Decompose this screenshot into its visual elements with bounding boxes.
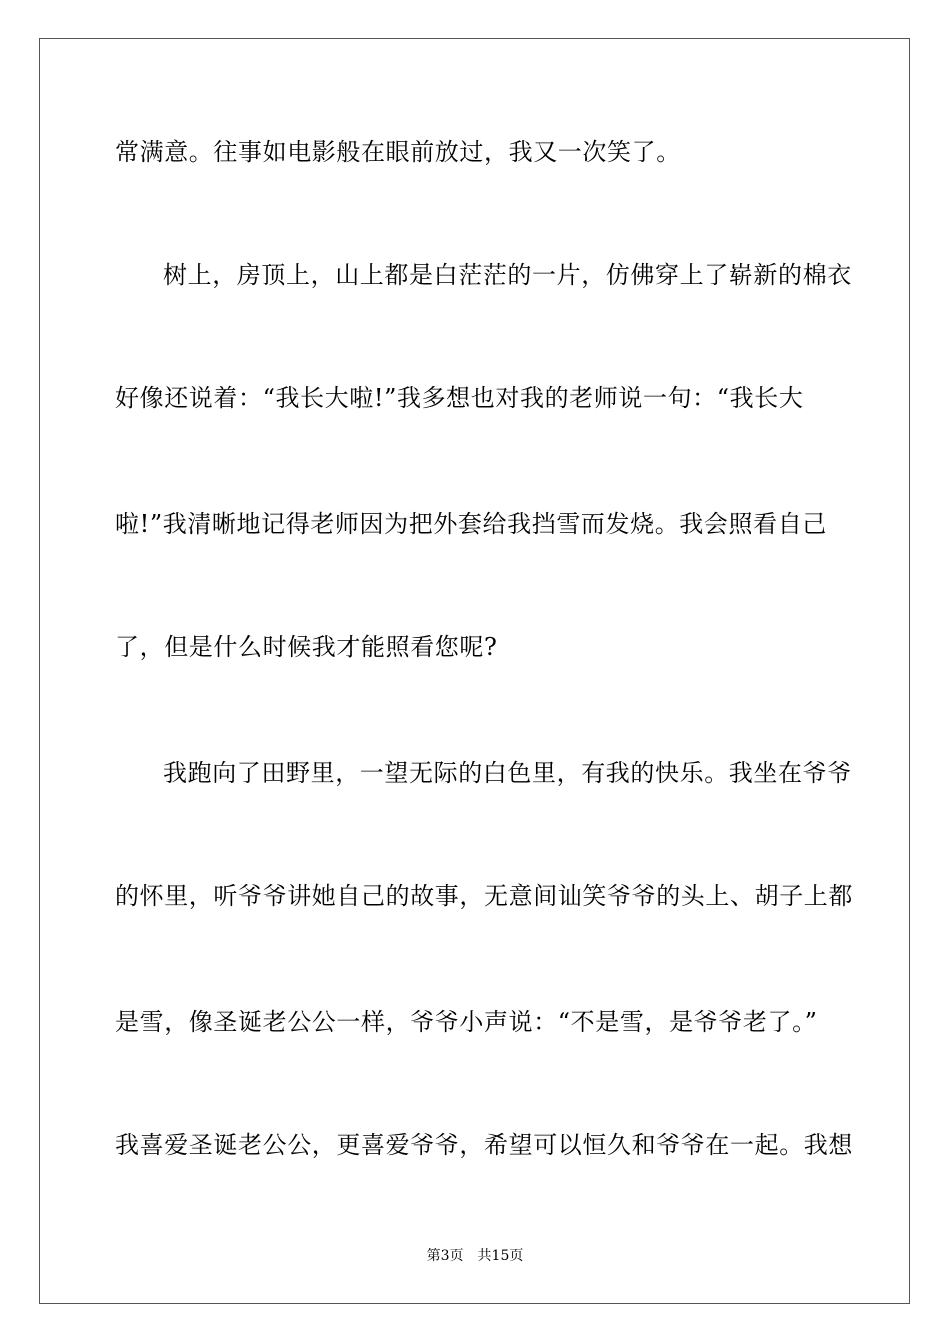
page-border: [39, 38, 910, 1304]
text-line-7: 的怀里，听爷爷讲她自己的故事，无意间讪笑爷爷的头上、胡子上都: [115, 882, 853, 910]
page-footer: [0, 1246, 950, 1266]
text-line-6: 我跑向了田野里，一望无际的白色里，有我的快乐。我坐在爷爷: [163, 759, 852, 787]
text-line-9: 我喜爱圣诞老公公，更喜爱爷爷，希望可以恒久和爷爷在一起。我想: [115, 1131, 853, 1159]
text-line-2: 树上，房顶上，山上都是白茫茫的一片，仿佛穿上了崭新的棉衣: [163, 261, 852, 289]
page-number: 第3页: [426, 1248, 464, 1264]
text-line-8: 是雪，像圣诞老公公一样，爷爷小声说：“不是雪，是爷爷老了。”: [115, 1008, 818, 1036]
page-total: 共15页: [477, 1248, 524, 1264]
text-line-3: 好像还说着：“我长大啦!”我多想也对我的老师说一句：“我长大: [115, 384, 804, 412]
text-line-5: 了，但是什么时候我才能照看您呢?: [115, 633, 498, 661]
text-line-1: 常满意。往事如电影般在眼前放过，我又一次笑了。: [115, 138, 681, 166]
text-line-4: 啦!”我清晰地记得老师因为把外套给我挡雪而发烧。我会照看自己: [115, 510, 827, 538]
